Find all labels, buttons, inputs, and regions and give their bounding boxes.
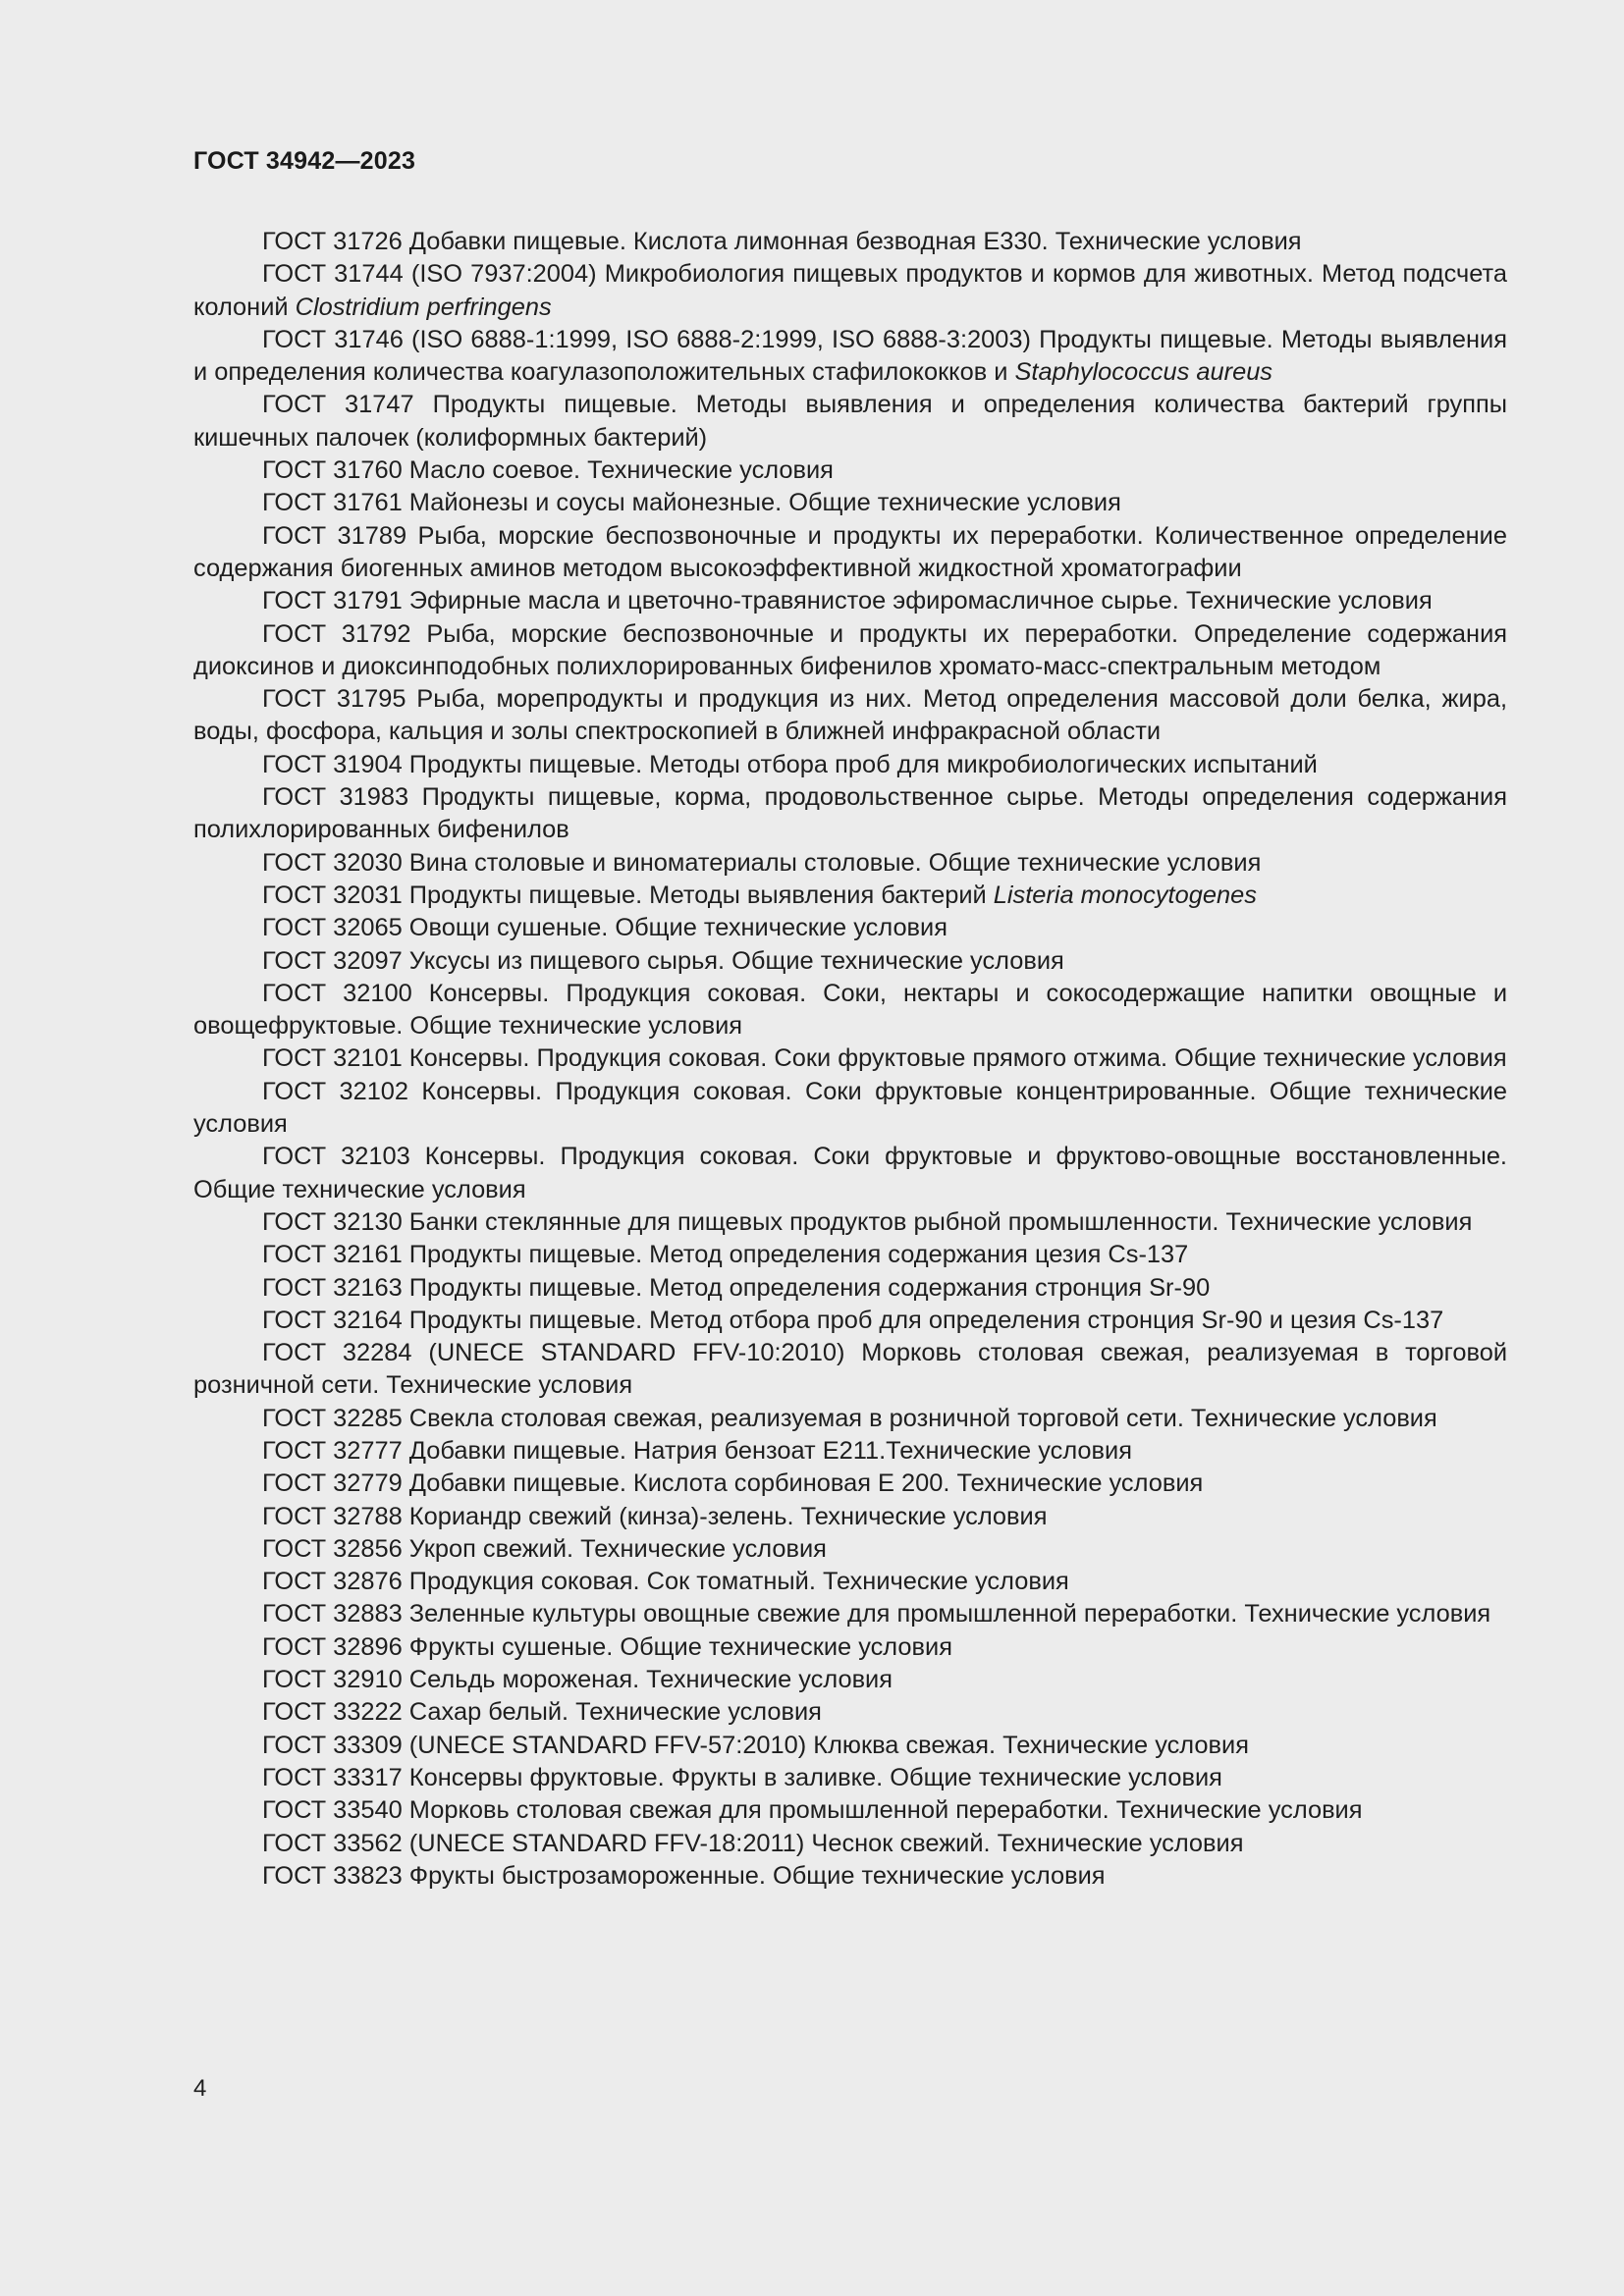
reference-text: ГОСТ 31747 Продукты пищевые. Методы выявления и определения количества бактерий группы кишечных палочек (колиформных бактерий) — [193, 391, 1507, 452]
reference-item — [193, 1076, 1507, 1142]
reference-text: ГОСТ 31795 Рыба, морепродукты и продукция из них. Метод определения массовой доли белка, жира, воды, фосфора, кальция и золы спектроскопией в ближней инфракрасной области — [193, 685, 1507, 746]
reference-item — [193, 454, 1507, 487]
reference-item — [193, 1860, 1507, 1893]
reference-text: ГОСТ 31760 Масло соевое. Технические условия — [262, 456, 834, 485]
reference-item — [193, 978, 1507, 1043]
reference-text: ГОСТ 32779 Добавки пищевые. Кислота сорбиновая Е 200. Технические условия — [262, 1469, 1204, 1498]
reference-text: ГОСТ 33309 (UNECE STANDARD FFV-57:2010) Клюква свежая. Технические условия — [262, 1731, 1249, 1759]
reference-item — [193, 618, 1507, 684]
reference-text: ГОСТ 32031 Продукты пищевые. Методы выявления бактерий — [262, 881, 994, 909]
reference-text: ГОСТ 32777 Добавки пищевые. Натрия бензоат Е211.Технические условия — [262, 1436, 1132, 1465]
reference-text: ГОСТ 33317 Консервы фруктовые. Фрукты в заливке. Общие технические условия — [262, 1763, 1222, 1791]
reference-text: ГОСТ 31791 Эфирные масла и цветочно-травянистое эфиромасличное сырье. Технические условия — [262, 587, 1433, 615]
reference-item — [193, 1042, 1507, 1075]
reference-text: ГОСТ 32130 Банки стеклянные для пищевых продуктов рыбной промышленности. Технические условия — [262, 1207, 1473, 1236]
reference-item — [193, 1566, 1507, 1598]
reference-item — [193, 1696, 1507, 1729]
reference-text: ГОСТ 32285 Свекла столовая свежая, реализуемая в розничной торговой сети. Технические условия — [262, 1404, 1437, 1432]
page-number: 4 — [193, 2075, 207, 2102]
reference-item — [193, 781, 1507, 847]
reference-item — [193, 912, 1507, 944]
reference-text: ГОСТ 32101 Консервы. Продукция соковая. Соки фруктовые прямого отжима. Общие технические условия — [262, 1044, 1507, 1073]
reference-species-name: Listeria monocytogenes — [993, 881, 1257, 909]
reference-text: ГОСТ 32788 Кориандр свежий (кинза)-зелень. Технические условия — [262, 1502, 1048, 1530]
reference-item — [193, 1533, 1507, 1566]
reference-item — [193, 1598, 1507, 1630]
reference-item — [193, 945, 1507, 978]
reference-item — [193, 226, 1507, 258]
reference-item — [193, 258, 1507, 324]
reference-item — [193, 487, 1507, 519]
reference-text: ГОСТ 31983 Продукты пищевые, корма, продовольственное сырье. Методы определения содержания полихлорированных бифенилов — [193, 783, 1507, 844]
reference-item — [193, 847, 1507, 880]
reference-text: ГОСТ 32896 Фрукты сушеные. Общие технические условия — [262, 1632, 952, 1661]
reference-item — [193, 1631, 1507, 1664]
reference-text: ГОСТ 33222 Сахар белый. Технические условия — [262, 1698, 822, 1727]
reference-species-name: Staphylococcus aureus — [1014, 358, 1273, 387]
normative-references-list — [193, 226, 1507, 1893]
reference-item — [193, 389, 1507, 454]
reference-item — [193, 1141, 1507, 1206]
reference-item — [193, 1403, 1507, 1435]
document-code-header: ГОСТ 34942—2023 — [193, 147, 416, 175]
reference-text: ГОСТ 32856 Укроп свежий. Технические условия — [262, 1534, 827, 1563]
reference-text: ГОСТ 32103 Консервы. Продукция соковая. Соки фруктовые и фруктово-овощные восстановленные. Общие технические условия — [193, 1143, 1507, 1203]
reference-item — [193, 1501, 1507, 1533]
reference-text: ГОСТ 31904 Продукты пищевые. Методы отбора проб для микробиологических испытаний — [262, 750, 1318, 778]
reference-text: ГОСТ 32100 Консервы. Продукция соковая. Соки, нектары и сокосодержащие напитки овощные и овощефруктовые. Общие технические условия — [193, 979, 1507, 1041]
reference-text: ГОСТ 32030 Вина столовые и виноматериалы столовые. Общие технические условия — [262, 848, 1262, 877]
reference-text: ГОСТ 32163 Продукты пищевые. Метод определения содержания стронция Sr-90 — [262, 1273, 1211, 1302]
reference-text: ГОСТ 32097 Уксусы из пищевого сырья. Общие технические условия — [262, 946, 1064, 975]
reference-item — [193, 1305, 1507, 1337]
reference-item — [193, 1762, 1507, 1794]
reference-item — [193, 1828, 1507, 1860]
reference-text: ГОСТ 31726 Добавки пищевые. Кислота лимонная безводная Е330. Технические условия — [262, 228, 1302, 255]
reference-species-name: Clostridium perfringens — [295, 293, 552, 321]
reference-text: ГОСТ 31744 (ISO 7937:2004) Микробиология пищевых продуктов и кормов для животных. Метод подсчета колоний — [193, 260, 1507, 321]
reference-item — [193, 749, 1507, 781]
reference-item — [193, 324, 1507, 390]
reference-text: ГОСТ 33823 Фрукты быстрозамороженные. Общие технические условия — [262, 1861, 1106, 1890]
reference-text: ГОСТ 32065 Овощи сушеные. Общие технические условия — [262, 914, 947, 942]
reference-text: ГОСТ 32161 Продукты пищевые. Метод определения содержания цезия Cs-137 — [262, 1241, 1189, 1269]
reference-text: ГОСТ 32910 Сельдь мороженая. Технические условия — [262, 1666, 893, 1694]
reference-item — [193, 1730, 1507, 1762]
reference-item — [193, 1435, 1507, 1468]
reference-text: ГОСТ 32876 Продукция соковая. Сок томатный. Технические условия — [262, 1568, 1069, 1596]
reference-text: ГОСТ 31789 Рыба, морские беспозвоночные и продукты их переработки. Количественное определение содержания биогенных аминов методом высокоэффективной жидкостной хроматографии — [193, 521, 1507, 582]
reference-item — [193, 880, 1507, 912]
reference-item — [193, 1239, 1507, 1271]
reference-text: ГОСТ 33540 Морковь столовая свежая для промышленной переработки. Технические условия — [262, 1796, 1363, 1825]
reference-item — [193, 1468, 1507, 1500]
reference-text: ГОСТ 31746 (ISO 6888-1:1999, ISO 6888-2:1999, ISO 6888-3:2003) Продукты пищевые. Методы выявления и определения количества коагулазоположительных стафилококков и — [193, 325, 1507, 387]
reference-item — [193, 520, 1507, 586]
reference-text: ГОСТ 32102 Консервы. Продукция соковая. Соки фруктовые концентрированные. Общие технические условия — [193, 1077, 1507, 1139]
reference-item — [193, 585, 1507, 617]
reference-item — [193, 1272, 1507, 1305]
reference-item — [193, 1664, 1507, 1696]
reference-text: ГОСТ 32284 (UNECE STANDARD FFV-10:2010) Морковь столовая свежая, реализуемая в торговой розничной сети. Технические условия — [193, 1339, 1507, 1400]
reference-text: ГОСТ 33562 (UNECE STANDARD FFV-18:2011) Чеснок свежий. Технические условия — [262, 1829, 1244, 1857]
reference-text: ГОСТ 32883 Зеленные культуры овощные свежие для промышленной переработки. Технические условия — [262, 1600, 1491, 1629]
reference-item — [193, 683, 1507, 749]
reference-text: ГОСТ 31761 Майонезы и соусы майонезные. Общие технические условия — [262, 489, 1121, 517]
reference-item — [193, 1206, 1507, 1239]
reference-text: ГОСТ 32164 Продукты пищевые. Метод отбора проб для определения стронция Sr-90 и цезия Cs-137 — [262, 1306, 1444, 1334]
reference-text: ГОСТ 31792 Рыба, морские беспозвоночные и продукты их переработки. Определение содержания диоксинов и диоксинподобных полихлорированных бифенилов хромато-масс-спектральным методом — [193, 619, 1507, 680]
reference-item — [193, 1794, 1507, 1827]
reference-item — [193, 1337, 1507, 1403]
